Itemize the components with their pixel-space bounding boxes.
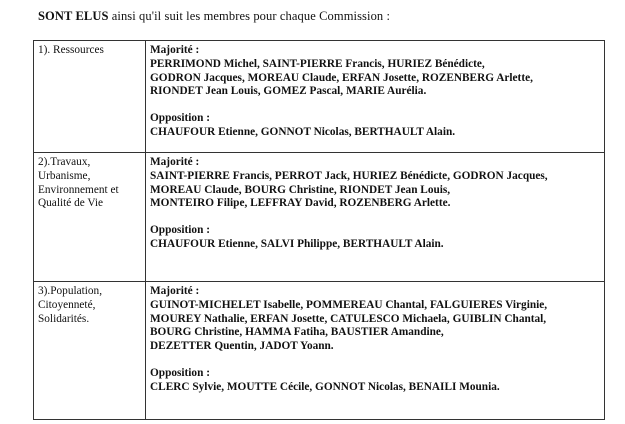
commission-members-cell xyxy=(146,282,605,420)
commission-row xyxy=(34,41,605,153)
commission-label: 1). Ressources xyxy=(38,44,104,56)
majority-line: MOREAU Claude, BOURG Christine, RIONDET Jean Louis, xyxy=(150,183,451,196)
opposition-title: Opposition : xyxy=(150,224,210,237)
majority-title: Majorité : xyxy=(150,44,200,56)
majority-line: GODRON Jacques, MOREAU Claude, ERFAN Josette, ROZENBERG Arlette, xyxy=(150,71,533,84)
commission-label: 3).Population, Citoyenneté, Solidarités. xyxy=(38,285,103,325)
commission-row xyxy=(34,282,605,420)
commission-label-cell xyxy=(34,153,146,282)
majority-title: Majorité : xyxy=(150,156,200,168)
opposition-line: CHAUFOUR Etienne, GONNOT Nicolas, BERTHAULT Alain. xyxy=(150,125,456,138)
commission-members-cell xyxy=(146,41,605,153)
majority-line: GUINOT-MICHELET Isabelle, POMMEREAU Chantal, FALGUIERES Virginie, xyxy=(150,298,548,311)
opposition-title: Opposition : xyxy=(150,112,210,125)
intro-bold: SONT ELUS xyxy=(38,9,109,23)
commission-label-cell xyxy=(34,282,146,420)
majority-line: PERRIMOND Michel, SAINT-PIERRE Francis, HURIEZ Bénédicte, xyxy=(150,57,485,70)
majority-line: MONTEIRO Filipe, LEFFRAY David, ROZENBERG Arlette. xyxy=(150,197,451,210)
majority-line: BOURG Christine, HAMMA Fatiha, BAUSTIER Amandine, xyxy=(150,326,444,339)
majority-line: SAINT-PIERRE Francis, PERROT Jack, HURIEZ Bénédicte, GODRON Jacques, xyxy=(150,169,548,182)
opposition-title: Opposition : xyxy=(150,366,210,379)
commissions-table xyxy=(33,40,605,420)
majority-line: DEZETTER Quentin, JADOT Yoann. xyxy=(150,340,334,353)
opposition-line: CHAUFOUR Etienne, SALVI Philippe, BERTHAULT Alain. xyxy=(150,237,444,250)
commission-row xyxy=(34,153,605,282)
majority-title: Majorité : xyxy=(150,285,200,297)
commission-label-cell xyxy=(34,41,146,153)
commission-members-cell xyxy=(146,153,605,282)
opposition-line: CLERC Sylvie, MOUTTE Cécile, GONNOT Nicolas, BENAILI Mounia. xyxy=(150,380,500,393)
intro-rest: ainsi qu'il suit les membres pour chaque Commission : xyxy=(108,9,391,23)
commission-label: 2).Travaux, Urbanisme, Environnement et Qualité de Vie xyxy=(38,156,119,210)
majority-line: RIONDET Jean Louis, GOMEZ Pascal, MARIE Aurélia. xyxy=(150,85,427,98)
majority-line: MOUREY Nathalie, ERFAN Josette, CATULESCO Michaela, GUIBLIN Chantal, xyxy=(150,312,547,325)
intro-sentence xyxy=(38,9,390,24)
